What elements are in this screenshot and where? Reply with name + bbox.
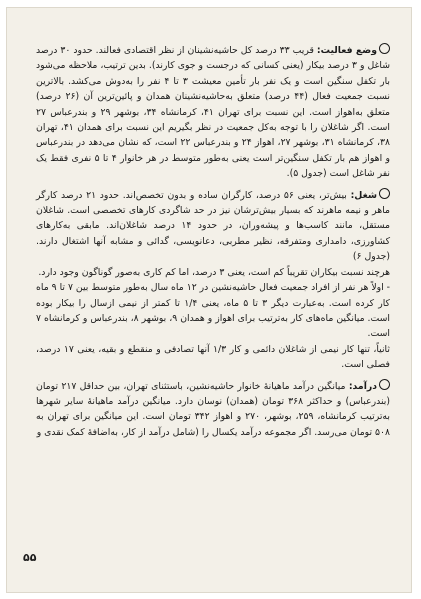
book-page (6, 7, 412, 593)
section-income (36, 379, 390, 441)
paragraph-firstly (36, 280, 390, 342)
circle-bullet-icon (379, 379, 390, 390)
section-job-title: شغل: (350, 189, 377, 201)
paragraph-underemployment (36, 265, 390, 280)
section-job-body: بیش‌تر، یعنی ۵۶ درصد، کارگران ساده و بدون تخصص‌اند. حدود ۲۱ درصد کارگر ماهر و نیمه ماهرند که بسیار بیش‌ترشان نیز در حد شاگردی کارهای تخصصی است. شاغلان مستقل، مانند کاسب‌ها و پیشه‌وران، در حدود ۱۴ درصد شاغلان‌اند. مابقی به‌کارهای کشاورزی، دامداری ومتفرقه، نظیر مطربی، دعانویسی، گدائی و مشابه آنها اشتغال دارند. (جدول ۶) (36, 189, 390, 263)
body-text (36, 43, 390, 440)
paragraph-underemployment-body: هرچند نسبت بیکاران تقریباً کم است، یعنی ۳ درصد، اما کم کاری به‌صور گوناگون وجود دارد. (38, 266, 390, 278)
section-activity (36, 43, 390, 182)
circle-bullet-icon (379, 188, 390, 199)
page-number: ۵۵ (23, 551, 37, 564)
section-job (36, 188, 390, 265)
section-income-body: میانگین درآمد ماهیانهٔ خانوار حاشیه‌نشین، باستثنای تهران، بین حداقل ۲۱۷ تومان (بندرعباس) و حداکثر ۳۶۸ تومان (همدان) نوسان دارد. میانگین درآمد ماهیانهٔ سایر شهرها به‌ترتیب کرمانشاه، ۲۵۹، بوشهر، ۲۷۰ و اهواز ۳۴۲ تومان است. این میانگین برای تهران به ۵۰۸ تومان می‌رسد. اگر مجموعه درآمد یکسال را (شامل درآمد از کار، به‌اضافهٔ کمک نقدی و (36, 380, 390, 438)
paragraph-firstly-body: - اولاً هر نفر از افراد جمعیت فعال حاشیه‌نشین در ۱۲ ماه سال به‌طور متوسط بین ۷ تا ۹ ماه کار کرده است. به‌عبارت دیگر ۳ تا ۵ ماه، یعنی ۱/۴ تا کمتر از نیمی ازسال را بیکار بوده است. میانگین ماه‌های کار به‌ترتیب برای اهواز و همدان ۹، بوشهر ۸، بندرعباس و کرمانشاه ۷ است. (35, 282, 390, 340)
paragraph-secondly (36, 342, 390, 373)
circle-bullet-icon (379, 43, 390, 54)
section-income-title: درآمد: (348, 380, 377, 392)
paragraph-secondly-body: ثانیاً، تنها کار نیمی از شاغلان دائمی و کار ۱/۳ آنها تصادفی و منقطع و بقیه، یعنی ۱۷ درصد، فصلی است. (36, 343, 390, 371)
section-activity-body: قریب ۳۳ درصد کل حاشیه‌نشینان از نظر اقتصادی فعالند. حدود ۳۰ درصد شاغل و ۳ درصد بیکار (یعنی کسانی که درجست و جوی کارند). بدین ترتیب، ملاحظه می‌شود بار تکفل سنگین است و یک نفر بار تأمین معیشت ۳ تا ۴ نفر را به‌دوش می‌کشد. بالاترین نسبت جمعیت فعال (۴۴ درصد) متعلق به‌حاشیه‌نشینان همدان و پائین‌ترین آن (۲۶ درصد) متعلق به‌اهواز است. این نسبت برای تهران ۴۱، کرمانشاه ۳۴، بوشهر ۲۹ و بندرعباس ۲۷ است. اگر شاغلان را با توجه به‌کل جمعیت در نظر بگیریم این نسبت برای همدان ۴۱، تهران ۳۸، کرمانشاه ۳۱، بوشهر ۲۷، اهواز ۲۴ و بندرعباس ۲۲ است، که نشان می‌دهد در بندرعباس و اهواز هم بار تکفل سنگین‌تر است یعنی به‌طور متوسط در هر خانوار ۴ تا ۵ نفری فقط یک نفر شاغل است (جدول ۵). (36, 45, 390, 180)
section-activity-title: وضع فعالیت: (316, 45, 377, 56)
